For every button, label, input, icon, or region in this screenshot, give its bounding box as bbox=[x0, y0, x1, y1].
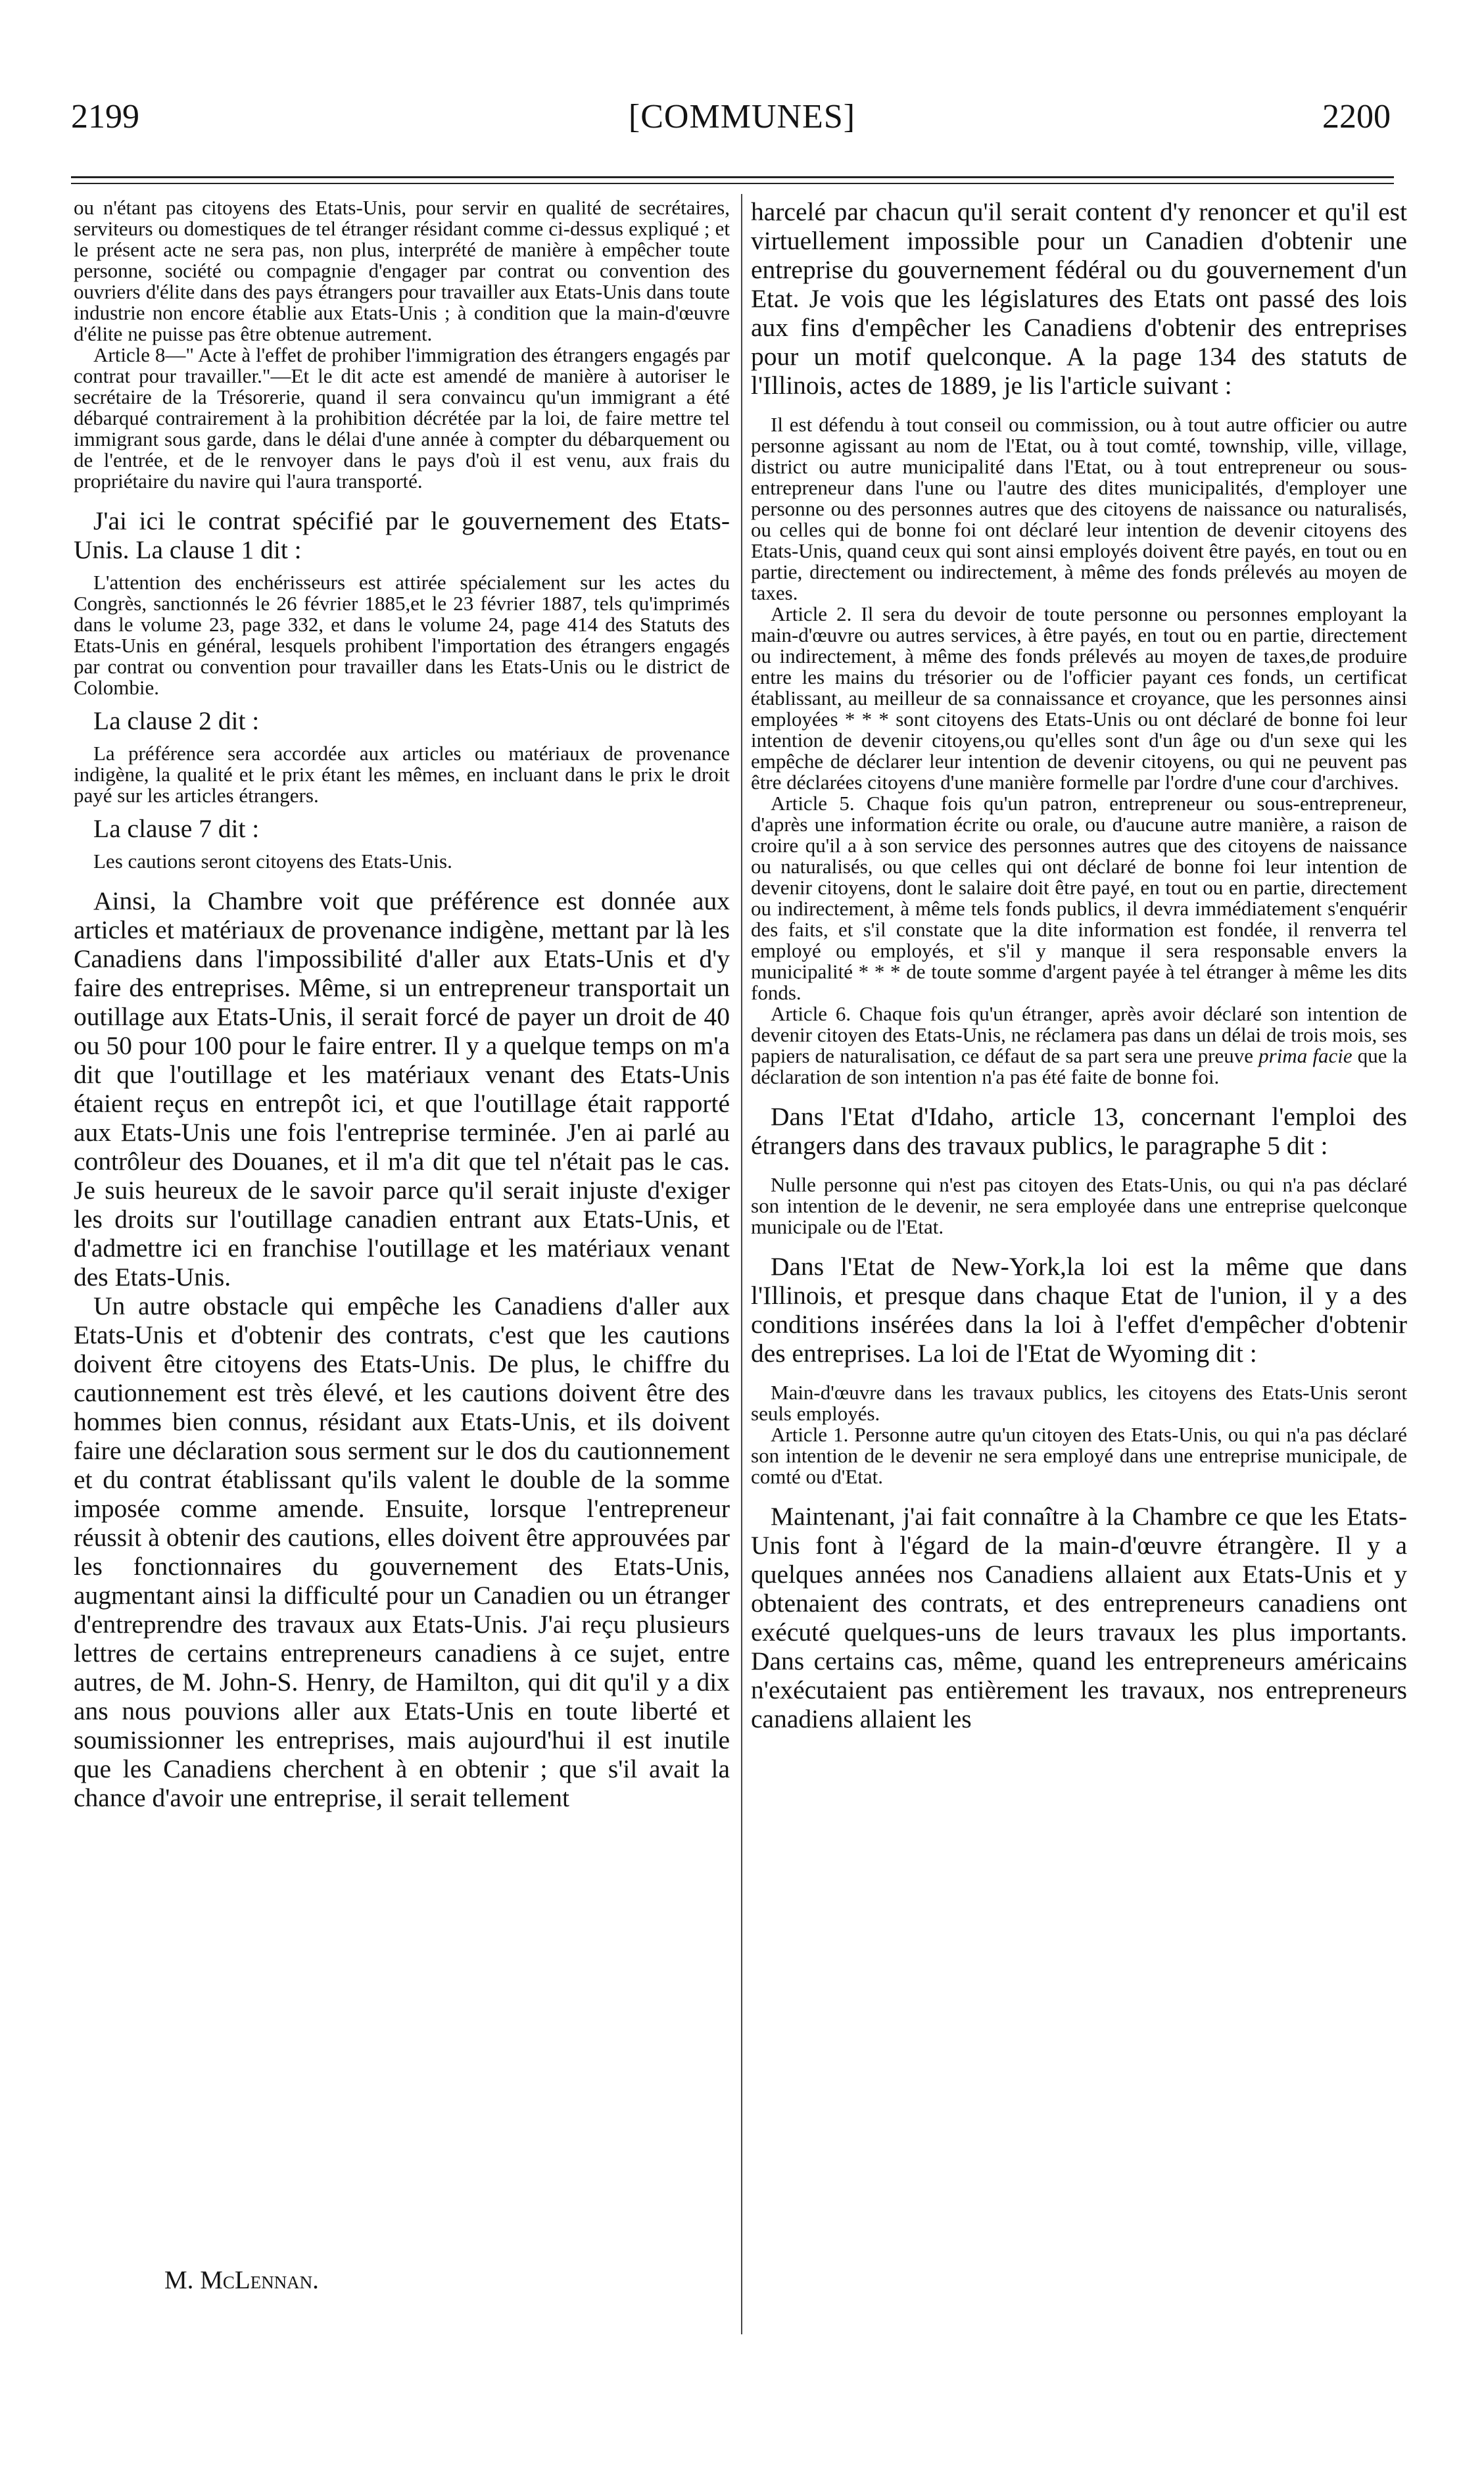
paragraph bbox=[751, 1003, 1407, 1088]
right-column bbox=[751, 197, 1407, 1733]
paragraph: J'ai ici le contrat spécifié par le gouvernement des Etats-Unis. La clause 1 dit : bbox=[74, 506, 730, 564]
paragraph: La clause 7 dit : bbox=[93, 814, 260, 843]
paragraph: La clause 2 dit : bbox=[93, 706, 260, 735]
paragraph: Dans l'Etat de New-York,la loi est la même que dans l'Illinois, et presque dans chaque Etat de l'union, il y a des conditions insérées dans la loi à l'effet d'empêcher d'obtenir des entreprises. La loi de l'Etat de Wyoming dit : bbox=[751, 1252, 1407, 1368]
paragraph: Ainsi, la Chambre voit que préférence est donnée aux articles et matériaux de provenance indigène, mettant par là les Canadiens dans l'impossibilité d'aller aux Etats-Unis et d'y faire des entreprises. Même, si un entrepreneur transportait un outillage aux Etats-Unis, il serait forcé de payer un droit de 40 ou 50 pour 100 pour le faire entrer. Il y a quelque temps on m'a dit que l'outillage et les matériaux venant des Etats-Unis étaient reçus en entrepôt ici, et que l'outillage était rapporté aux Etats-Unis une fois l'entreprise terminée. J'en ai parlé au contrôleur des Douanes, et il m'a dit que tel n'était pas le cas. Je suis heureux de le savoir parce qu'il serait injuste d'exiger les droits sur l'outillage canadien entrant aux Etats-Unis, et d'admettre ici en franchise l'outillage et les matériaux venant des Etats-Unis. bbox=[74, 886, 730, 1291]
page-title: [COMMUNES] bbox=[628, 98, 856, 135]
header-rule-bottom bbox=[71, 183, 1394, 184]
paragraph: Article 8—" Acte à l'effet de prohiber l'immigration des étrangers engagés par contrat pour travailler."—Et le dit acte est amendé de manière à autoriser le secrétaire de la Trésorerie, quand il sera convaincu qu'un immigrant a été débarqué contrairement à la prohibition décrétée par la loi, de faire mettre tel immigrant sous garde, dans le délai d'une année à compter du débarquement ou de l'entrée, et de le renvoyer dans le pays d'où il est venu, aux frais du propriétaire du navire qui l'aura transporté. bbox=[74, 343, 730, 493]
paragraph: ou n'étant pas citoyens des Etats-Unis, pour servir en qualité de secrétaires, serviteurs ou domestiques de tel étranger résidant comme ci-dessus expliqué ; et le présent acte ne sera pas, non plus, interprété de manière à empêcher toute personne, société ou compagnie d'engager par contrat ou convention des ouvriers d'élite dans des pays étrangers pour travailler aux Etats-Unis dans toute industrie non encore établie aux Etats-Unis ; à condition que la main-d'œuvre d'élite ne puisse pas être obtenue autrement. bbox=[74, 196, 730, 345]
italic-term: prima facie bbox=[1258, 1044, 1352, 1067]
paragraph: La préférence sera accordée aux articles ou matériaux de provenance indigène, la qualité et le prix étant les mêmes, en incluant dans le prix le droit payé sur les articles étrangers. bbox=[74, 742, 730, 807]
speaker-name: McLennan. bbox=[200, 2266, 319, 2294]
paragraph-text-tail: que la déclaration de son intention n'a pas été faite de bonne foi. bbox=[751, 1044, 1408, 1088]
paragraph: Dans l'Etat d'Idaho, article 13, concernant l'emploi des étrangers dans des travaux publics, le paragraphe 5 dit : bbox=[751, 1102, 1407, 1160]
left-column bbox=[74, 197, 730, 1812]
paragraph: Il est défendu à tout conseil ou commission, ou à tout autre officier ou autre personne agissant au nom de l'Etat, ou à tout comté, township, ville, village, district ou autre municipalité dans l'Etat, ou à tout entrepreneur ou sous-entrepreneur dans l'une ou l'autre des dites municipalités, d'employer une personne ou des personnes autres que des citoyens de naissance ou naturalisés, ou celles qui de bonne foi ont déclaré leur intention de devenir citoyens des Etats-Unis, quand ceux qui sont ainsi employés doivent être payés, en tout ou en partie, directement ou indirectement, à même des fonds prélevés au moyen de taxes. bbox=[751, 413, 1407, 604]
paragraph: Article 5. Chaque fois qu'un patron, entrepreneur ou sous-entrepreneur, d'après une information écrite ou orale, ou d'aucune autre manière, a raison de croire qu'il a à son service des personnes autres que des citoyens de naissance ou naturalisés, ou que celles qui ont déclaré de bonne foi leur intention de devenir citoyens, dont le salaire doit être payé, en tout ou en partie, directement ou indirectement, à même tels fonds publics, il devra immédiatement s'enquérir des faits, et s'il constate que la dite information est fondée, il renverra tel employé ou employés, et s'il y manque il sera responsable envers la municipalité * * * de toute somme d'argent payée à tel étranger à même les dits fonds. bbox=[751, 792, 1407, 1004]
paragraph-text: Article 6. Chaque fois qu'un étranger, après avoir déclaré son intention de devenir citoyen des Etats-Unis, ne réclamera pas dans un délai de trois mois, ses papiers de naturalisation, ce défaut de sa part sera une preuve bbox=[751, 1002, 1407, 1067]
paragraph: Maintenant, j'ai fait connaître à la Chambre ce que les Etats-Unis font à l'égard de la main-d'œuvre étrangère. Il y a quelques années nos Canadiens allaient aux Etats-Unis et y obtenaient des contrats, et des entrepreneurs canadiens ont exécuté quelques-uns de leurs travaux les plus importants. Dans certains cas, même, quand les entrepreneurs américains n'exécutaient pas entièrement les travaux, nos entrepreneurs canadiens allaient les bbox=[751, 1502, 1407, 1733]
paragraph: Article 1. Personne autre qu'un citoyen des Etats-Unis, ou qui n'a pas déclaré son intention de le devenir ne sera employé dans une entreprise municipale, de comté ou d'Etat. bbox=[751, 1423, 1407, 1488]
paragraph: Main-d'œuvre dans les travaux publics, les citoyens des Etats-Unis seront seuls employés. bbox=[751, 1381, 1407, 1425]
page-header bbox=[0, 92, 1484, 145]
column-divider bbox=[741, 194, 742, 2334]
speaker-signature bbox=[164, 2265, 319, 2295]
paragraph: Article 2. Il sera du devoir de toute personne ou personnes employant la main-d'œuvre ou autres services, à être payés, en tout ou en partie, directement ou indirectement, à même des fonds prélevés au moyen de taxes,de produire entre les mains du trésorier ou de l'officier payant ces fonds, un certificat établissant, au meilleur de sa connaissance et croyance, que les personnes ainsi employées * * * sont citoyens des Etats-Unis ou ont déclaré de bonne foi leur intention de devenir citoyens,ou qu'elles sont d'un âge ou d'un sexe qui les empêche de déclarer leur intention de devenir citoyens, ou qui ne peuvent pas être déclarées citoyens d'une manière formelle par l'ordre d'une cour d'archives. bbox=[751, 602, 1407, 794]
paragraph: L'attention des enchérisseurs est attirée spécialement sur les actes du Congrès, sanctionnés le 26 février 1885,et le 23 février 1887, tels qu'imprimés dans le volume 23, page 332, et dans le volume 24, page 414 des Statuts des Etats-Unis en général, lesquels prohibent l'importation des étrangers engagés par contrat ou convention pour travailler dans les Etats-Unis ou le district de Colombie. bbox=[74, 571, 730, 699]
paragraph: Les cautions seront citoyens des Etats-Unis. bbox=[93, 850, 452, 873]
page-number-right: 2200 bbox=[1322, 98, 1391, 135]
paragraph: Nulle personne qui n'est pas citoyen des Etats-Unis, ou qui n'a pas déclaré son intention de le devenir, ne sera employée dans une entreprise quelconque municipale ou de l'Etat. bbox=[751, 1173, 1407, 1238]
page-number-left: 2199 bbox=[71, 98, 139, 135]
paragraph: Un autre obstacle qui empêche les Canadiens d'aller aux Etats-Unis et d'obtenir des contrats, c'est que les cautions doivent être citoyens des Etats-Unis. De plus, le chiffre du cautionnement est très élevé, et les cautions doivent être des hommes bien connus, résidant aux Etats-Unis, et ils doivent faire une déclaration sous serment sur le dos du cautionnement et du contrat établissant qu'ils valent le double de la somme imposée comme amende. Ensuite, lorsque l'entrepreneur réussit à obtenir des cautions, elles doivent être approuvées par les fonctionnaires du gouvernement des Etats-Unis, augmentant ainsi la difficulté pour un Canadien ou un étranger d'entreprendre des travaux aux Etats-Unis. J'ai reçu plusieurs lettres de certains entrepreneurs canadiens à ce sujet, entre autres, de M. John-S. Henry, de Hamilton, qui dit qu'il y a dix ans nous pouvions aller aux Etats-Unis en toute liberté et soumissionner les entreprises, mais aujourd'hui il est inutile que les Canadiens cherchent à en obtenir ; que s'il avait la chance d'avoir une entreprise, il serait tellement bbox=[74, 1291, 730, 1812]
header-rule-top bbox=[71, 176, 1394, 178]
speaker-prefix: M. bbox=[164, 2266, 194, 2294]
paragraph: harcelé par chacun qu'il serait content d'y renoncer et qu'il est virtuellement impossible pour un Canadien d'obtenir une entreprise du gouvernement fédéral ou du gouvernement d'un Etat. Je vois que les législatures des Etats ont passé des lois aux fins d'empêcher les Canadiens d'obtenir des entreprises pour un motif quelconque. A la page 134 des statuts de l'Illinois, actes de 1889, je lis l'article suivant : bbox=[751, 197, 1407, 400]
